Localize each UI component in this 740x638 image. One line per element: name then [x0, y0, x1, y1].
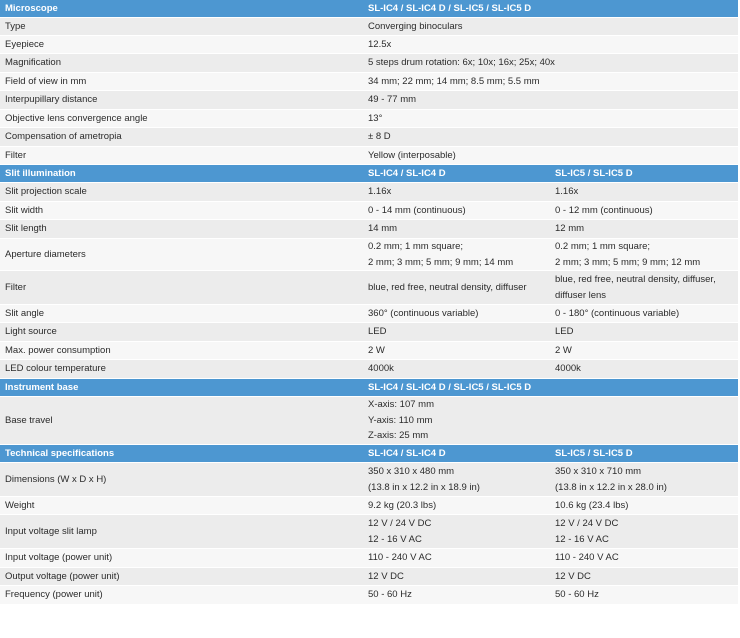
spec-label: Slit angle: [0, 305, 363, 323]
section-model-heading: SL-IC4 / SL-IC4 D / SL-IC5 / SL-IC5 D: [363, 0, 738, 18]
spec-value-line: diffuser lens: [555, 289, 607, 301]
spec-value: 4000k: [363, 360, 550, 379]
spec-value: [363, 397, 738, 445]
spec-value: ± 8 D: [363, 128, 738, 147]
spec-row-light-source: [0, 323, 738, 342]
spec-value-line: (13.8 in x 12.2 in x 18.9 in): [368, 481, 480, 493]
spec-value-line: 350 x 310 x 480 mm: [368, 466, 455, 477]
spec-value-line: (13.8 in x 12.2 in x 28.0 in): [555, 481, 667, 493]
section-model-heading: SL-IC4 / SL-IC4 D: [363, 445, 550, 463]
spec-label: Slit width: [0, 202, 363, 220]
spec-label: Filter: [0, 147, 363, 165]
spec-value: 4000k: [550, 360, 738, 379]
spec-label: Objective lens convergence angle: [0, 110, 363, 128]
spec-row-led-colour-temperature: [0, 360, 738, 379]
spec-value: [550, 463, 738, 497]
spec-row-compensation-of-ametropia: [0, 128, 738, 147]
spec-row-interpupillary-distance: [0, 91, 738, 110]
spec-row-output-voltage-power-unit: [0, 568, 738, 586]
spec-value: 10.6 kg (23.4 lbs): [550, 497, 738, 515]
spec-value-line: blue, red free, neutral density, diffuser,: [555, 274, 716, 285]
spec-row-type: [0, 18, 738, 36]
spec-value: 12 V DC: [363, 568, 550, 586]
spec-value: [363, 271, 550, 305]
spec-label: Slit length: [0, 220, 363, 239]
spec-row-slit-projection-scale: [0, 183, 738, 202]
spec-value-line: blue, red free, neutral density, diffuser: [368, 281, 527, 293]
spec-value: 1.16x: [363, 183, 550, 202]
spec-label: Light source: [0, 323, 363, 342]
spec-row-field-of-view-in-mm: [0, 73, 738, 91]
spec-label: Weight: [0, 497, 363, 515]
spec-label: Compensation of ametropia: [0, 128, 363, 147]
spec-value: 2 W: [550, 342, 738, 360]
section-header-microscope: [0, 0, 738, 18]
spec-value: 50 - 60 Hz: [550, 586, 738, 605]
spec-label: Input voltage slit lamp: [0, 515, 363, 549]
spec-value: 110 - 240 V AC: [550, 549, 738, 568]
spec-value: 0 - 14 mm (continuous): [363, 202, 550, 220]
spec-value-line: 2 mm; 3 mm; 5 mm; 9 mm; 12 mm: [555, 256, 701, 268]
spec-value: 12 V DC: [550, 568, 738, 586]
spec-value: 0 - 180° (continuous variable): [550, 305, 738, 323]
spec-label: Input voltage (power unit): [0, 549, 363, 568]
spec-label: Field of view in mm: [0, 73, 363, 91]
section-title: Microscope: [0, 0, 363, 18]
spec-value: 110 - 240 V AC: [363, 549, 550, 568]
spec-row-weight: [0, 497, 738, 515]
spec-label: Type: [0, 18, 363, 36]
spec-row-base-travel: [0, 397, 738, 445]
spec-value: [550, 239, 738, 271]
section-title: Technical specifications: [0, 445, 363, 463]
spec-value: 360° (continuous variable): [363, 305, 550, 323]
spec-value-line: 12 - 16 V AC: [368, 533, 422, 545]
spec-row-aperture-diameters: [0, 239, 738, 271]
spec-value-line: X-axis: 107 mm: [368, 399, 434, 411]
spec-value: 50 - 60 Hz: [363, 586, 550, 605]
spec-row-filter: [0, 271, 738, 305]
spec-label: LED colour temperature: [0, 360, 363, 379]
spec-value: LED: [550, 323, 738, 342]
section-header-slit-illumination: [0, 165, 738, 183]
spec-value: [363, 515, 550, 549]
spec-label: Slit projection scale: [0, 183, 363, 202]
spec-label: Max. power consumption: [0, 342, 363, 360]
section-header-instrument-base: [0, 379, 738, 397]
spec-row-filter: [0, 147, 738, 165]
spec-label: Frequency (power unit): [0, 586, 363, 605]
spec-value: 1.16x: [550, 183, 738, 202]
spec-row-eyepiece: [0, 36, 738, 54]
spec-value: 34 mm; 22 mm; 14 mm; 8.5 mm; 5.5 mm: [363, 73, 738, 91]
spec-value-line: 0.2 mm; 1 mm square;: [368, 241, 464, 252]
spec-row-objective-lens-convergence-angle: [0, 110, 738, 128]
spec-value: [550, 515, 738, 549]
section-title: Slit illumination: [0, 165, 363, 183]
spec-value: 49 - 77 mm: [363, 91, 738, 110]
spec-value-line: 12 - 16 V AC: [555, 533, 609, 545]
spec-value-line: 12 V / 24 V DC: [555, 518, 619, 529]
spec-value: 12 mm: [550, 220, 738, 239]
spec-row-slit-length: [0, 220, 738, 239]
spec-label: Magnification: [0, 54, 363, 73]
spec-value-line: 2 mm; 3 mm; 5 mm; 9 mm; 14 mm: [368, 256, 514, 268]
spec-value: LED: [363, 323, 550, 342]
spec-row-dimensions-w-x-d-x-h: [0, 463, 738, 497]
section-title: Instrument base: [0, 379, 363, 397]
spec-label: Base travel: [0, 397, 363, 445]
spec-label: Aperture diameters: [0, 239, 363, 271]
section-model-heading: SL-IC5 / SL-IC5 D: [550, 445, 738, 463]
spec-value: 12.5x: [363, 36, 738, 54]
spec-value: [363, 463, 550, 497]
spec-value: 5 steps drum rotation: 6x; 10x; 16x; 25x; 40x: [363, 54, 738, 73]
spec-label: Dimensions (W x D x H): [0, 463, 363, 497]
spec-row-magnification: [0, 54, 738, 73]
spec-value: 9.2 kg (20.3 lbs): [363, 497, 550, 515]
spec-value: 0 - 12 mm (continuous): [550, 202, 738, 220]
spec-value-line: 12 V / 24 V DC: [368, 518, 432, 529]
spec-value-line: 350 x 310 x 710 mm: [555, 466, 642, 477]
spec-row-frequency-power-unit: [0, 586, 738, 605]
spec-value: Yellow (interposable): [363, 147, 738, 165]
spec-value: 14 mm: [363, 220, 550, 239]
section-model-heading: SL-IC4 / SL-IC4 D: [363, 165, 550, 183]
spec-value-line: Z-axis: 25 mm: [368, 430, 429, 442]
spec-value: [363, 239, 550, 271]
spec-label: Interpupillary distance: [0, 91, 363, 110]
spec-label: Filter: [0, 271, 363, 305]
section-header-technical-specifications: [0, 445, 738, 463]
spec-row-slit-width: [0, 202, 738, 220]
spec-value-line: Y-axis: 110 mm: [368, 414, 433, 426]
spec-value: 13°: [363, 110, 738, 128]
spec-row-max-power-consumption: [0, 342, 738, 360]
spec-row-input-voltage-power-unit: [0, 549, 738, 568]
spec-row-input-voltage-slit-lamp: [0, 515, 738, 549]
spec-label: Output voltage (power unit): [0, 568, 363, 586]
spec-value: 2 W: [363, 342, 550, 360]
spec-value: [550, 271, 738, 305]
spec-value-line: 0.2 mm; 1 mm square;: [555, 241, 651, 252]
section-model-heading: SL-IC5 / SL-IC5 D: [550, 165, 738, 183]
spec-label: Eyepiece: [0, 36, 363, 54]
section-model-heading: SL-IC4 / SL-IC4 D / SL-IC5 / SL-IC5 D: [363, 379, 738, 397]
spec-row-slit-angle: [0, 305, 738, 323]
spec-value: Converging binoculars: [363, 18, 738, 36]
